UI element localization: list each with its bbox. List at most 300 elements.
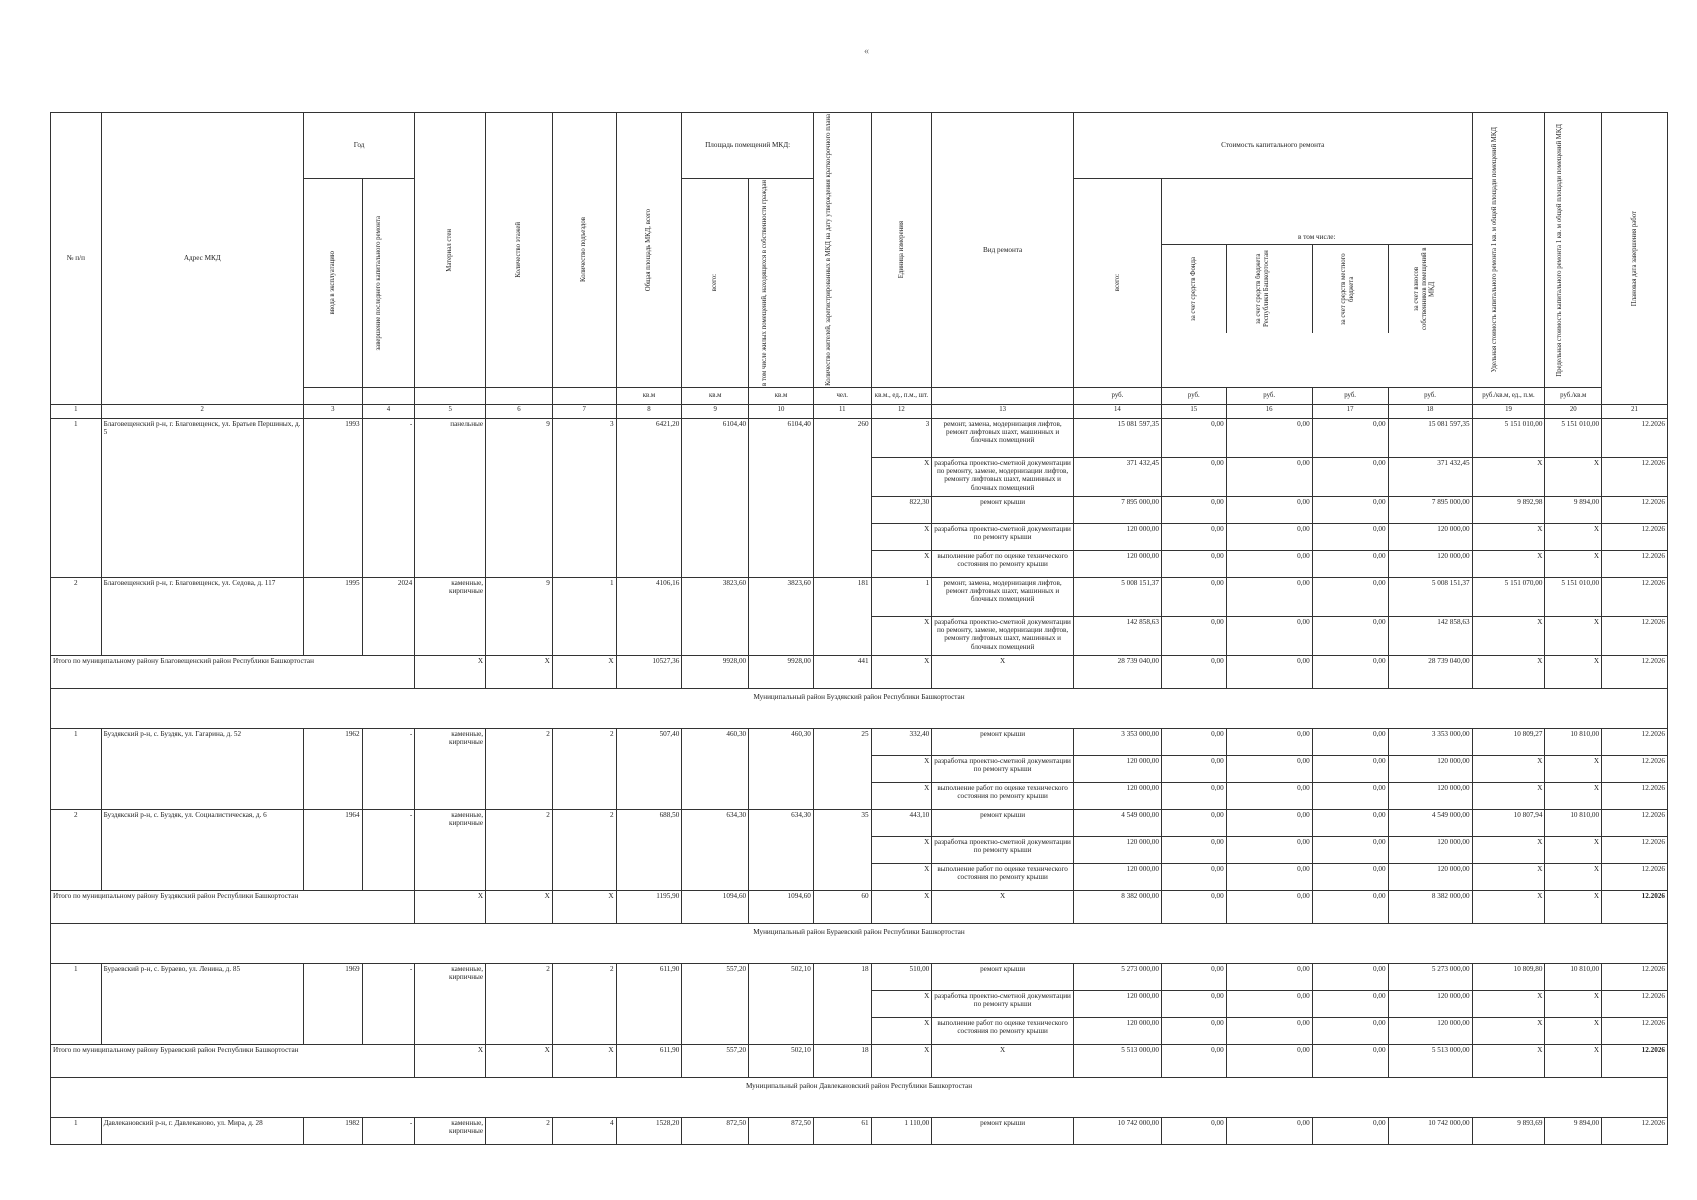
work-unit: X	[871, 990, 932, 1017]
area-premises: 6104,40	[682, 418, 749, 577]
total-area-total: 611,90	[616, 1044, 682, 1077]
col-unit-cost-header: Удельная стоимость капитального ремонта 1 кв. м общей площади помещений МКД	[1472, 113, 1545, 388]
district-heading: Муниципальный район Бураевский район Республики Башкортостан	[51, 923, 1668, 963]
work-type: ремонт крыши	[932, 1117, 1074, 1144]
cost-republic: 0,00	[1226, 577, 1312, 616]
work-unit: X	[871, 616, 932, 655]
unit-cell: кв.м	[749, 387, 814, 404]
plan-date: 12.2026	[1602, 418, 1668, 457]
total-area-premises: 1094,60	[682, 890, 749, 923]
column-index-row	[51, 404, 1668, 418]
total-fund: 0,00	[1161, 655, 1226, 688]
unit-cell: руб.	[1226, 387, 1312, 404]
column-index-cell: 11	[813, 404, 871, 418]
col-plan-date-header: Плановая дата завершения работ	[1602, 113, 1668, 405]
plan-date: 12.2026	[1602, 457, 1668, 496]
total-x: X	[932, 890, 1074, 923]
cost-total: 10 742 000,00	[1073, 1117, 1161, 1144]
column-index-cell: 21	[1602, 404, 1668, 418]
max-cost: X	[1545, 616, 1602, 655]
col-floors-header: Количество этажей	[486, 113, 553, 388]
column-index-cell: 6	[486, 404, 553, 418]
entrances: 2	[552, 963, 616, 1044]
cost-owners: 10 742 000,00	[1388, 1117, 1472, 1144]
col-max-cost-header: Предельная стоимость капитального ремонта 1 кв. м общей площади помещений МКД	[1545, 113, 1602, 388]
work-type: выполнение работ по оценке технического состояния по ремонту крыши	[932, 782, 1074, 809]
wall-material: каменные, кирпичные	[415, 809, 486, 890]
cost-owners: 120 000,00	[1388, 990, 1472, 1017]
plan-date: 12.2026	[1602, 836, 1668, 863]
residents: 260	[813, 418, 871, 577]
cost-fund: 0,00	[1161, 755, 1226, 782]
house-num: 1	[51, 728, 102, 809]
max-cost: X	[1545, 990, 1602, 1017]
floors: 2	[486, 963, 553, 1044]
work-unit: X	[871, 550, 932, 577]
total-cost: 5 513 000,00	[1073, 1044, 1161, 1077]
header-row-1	[51, 113, 1668, 179]
total-x: X	[871, 890, 932, 923]
district-total-row	[51, 890, 1668, 923]
max-cost: X	[1545, 1017, 1602, 1044]
area-total: 507,40	[616, 728, 682, 809]
floors: 2	[486, 728, 553, 809]
district-heading-row	[51, 923, 1668, 963]
max-cost: X	[1545, 550, 1602, 577]
cost-local: 0,00	[1312, 728, 1388, 755]
plan-date: 12.2026	[1602, 809, 1668, 836]
district-total-row	[51, 655, 1668, 688]
plan-date: 12.2026	[1602, 523, 1668, 550]
cost-total: 142 858,63	[1073, 616, 1161, 655]
max-cost: X	[1545, 755, 1602, 782]
col-work-type-header: Вид ремонта	[932, 113, 1074, 388]
total-local: 0,00	[1312, 655, 1388, 688]
area-premises: 557,20	[682, 963, 749, 1044]
max-cost: 9 894,00	[1545, 1117, 1602, 1144]
work-type: ремонт, замена, модернизация лифтов, ремонт лифтовых шахт, машинных и блочных помещений	[932, 418, 1074, 457]
col-cost-group-header: Стоимость капитального ремонта	[1073, 113, 1472, 179]
cost-fund: 0,00	[1161, 963, 1226, 990]
col-total-area-header: Общая площадь МКД, всего	[616, 113, 682, 388]
total-area-residential: 502,10	[749, 1044, 814, 1077]
total-cost: 28 739 040,00	[1073, 655, 1161, 688]
cost-fund: 0,00	[1161, 577, 1226, 616]
total-area-residential: 9928,00	[749, 655, 814, 688]
total-owners: 8 382 000,00	[1388, 890, 1472, 923]
col-year-repair-header: завершение последнего капитального ремонта	[362, 178, 415, 387]
column-index-cell: 12	[871, 404, 932, 418]
plan-date: 12.2026	[1602, 496, 1668, 523]
plan-date: 12.2026	[1602, 577, 1668, 616]
cost-republic: 0,00	[1226, 809, 1312, 836]
work-type: ремонт крыши	[932, 809, 1074, 836]
col-entrances-header: Количество подъездов	[552, 113, 616, 388]
cost-local: 0,00	[1312, 616, 1388, 655]
col-residents-header: Количество жителей, зарегистрированных в МКД на дату утверждения краткосрочного плана	[813, 113, 871, 388]
district-heading: Муниципальный район Буздякский район Республики Башкортостан	[51, 688, 1668, 728]
district-heading: Муниципальный район Давлекановский район Республики Башкортостан	[51, 1077, 1668, 1117]
floors: 2	[486, 1117, 553, 1144]
unit-cell: руб.	[1388, 387, 1472, 404]
cost-fund: 0,00	[1161, 863, 1226, 890]
unit-cost: X	[1472, 755, 1545, 782]
area-residential: 872,50	[749, 1117, 814, 1144]
total-x: X	[415, 1044, 486, 1077]
work-unit: X	[871, 1017, 932, 1044]
column-index-cell: 10	[749, 404, 814, 418]
cost-local: 0,00	[1312, 990, 1388, 1017]
cost-total: 5 273 000,00	[1073, 963, 1161, 990]
unit-cell: кв.м	[616, 387, 682, 404]
column-index-cell: 17	[1312, 404, 1388, 418]
cost-total: 7 895 000,00	[1073, 496, 1161, 523]
col-premises-group-header: Площадь помещений МКД:	[682, 113, 814, 179]
cost-republic: 0,00	[1226, 550, 1312, 577]
cost-owners: 3 353 000,00	[1388, 728, 1472, 755]
work-type: выполнение работ по оценке технического состояния по ремонту крыши	[932, 1017, 1074, 1044]
total-date: 12.2026	[1602, 1044, 1668, 1077]
house-address: Давлекановский р-н, г. Давлеканово, ул. Мира, д. 28	[101, 1117, 303, 1144]
work-type: ремонт крыши	[932, 496, 1074, 523]
col-year-group-header: Год	[303, 113, 414, 179]
cost-republic: 0,00	[1226, 616, 1312, 655]
cost-republic: 0,00	[1226, 782, 1312, 809]
cost-total: 5 008 151,37	[1073, 577, 1161, 616]
residents: 25	[813, 728, 871, 809]
work-unit: 1	[871, 577, 932, 616]
total-x: X	[1545, 655, 1602, 688]
cost-owners: 371 432,45	[1388, 457, 1472, 496]
cost-local: 0,00	[1312, 550, 1388, 577]
cost-local: 0,00	[1312, 836, 1388, 863]
column-index-cell: 2	[101, 404, 303, 418]
unit-cell: кв.м	[682, 387, 749, 404]
total-area-premises: 9928,00	[682, 655, 749, 688]
column-index-cell: 13	[932, 404, 1074, 418]
table-row	[51, 1117, 1668, 1144]
work-type: ремонт крыши	[932, 728, 1074, 755]
unit-cost: X	[1472, 990, 1545, 1017]
total-x: X	[871, 1044, 932, 1077]
work-unit: X	[871, 523, 932, 550]
house-num: 1	[51, 418, 102, 577]
table-row	[51, 809, 1668, 836]
cost-local: 0,00	[1312, 809, 1388, 836]
cost-fund: 0,00	[1161, 1117, 1226, 1144]
district-total-label: Итого по муниципальному району Буздякский район Республики Башкортостан	[51, 890, 415, 923]
work-type: ремонт, замена, модернизация лифтов, ремонт лифтовых шахт, машинных и блочных помещений	[932, 577, 1074, 616]
cost-fund: 0,00	[1161, 1017, 1226, 1044]
house-num: 2	[51, 577, 102, 655]
district-total-label: Итого по муниципальному району Благовещенский район Республики Башкортостан	[51, 655, 415, 688]
unit-cost: 5 151 010,00	[1472, 418, 1545, 457]
work-unit: 1 110,00	[871, 1117, 932, 1144]
plan-date: 12.2026	[1602, 990, 1668, 1017]
unit-cell	[362, 387, 415, 404]
column-index-cell: 15	[1161, 404, 1226, 418]
cost-fund: 0,00	[1161, 457, 1226, 496]
total-x: X	[1545, 1044, 1602, 1077]
work-unit: X	[871, 863, 932, 890]
cost-fund: 0,00	[1161, 523, 1226, 550]
unit-cost: 10 809,27	[1472, 728, 1545, 755]
cost-owners: 4 549 000,00	[1388, 809, 1472, 836]
cost-republic: 0,00	[1226, 457, 1312, 496]
work-unit: X	[871, 836, 932, 863]
table-row	[51, 728, 1668, 755]
cost-local: 0,00	[1312, 577, 1388, 616]
total-fund: 0,00	[1161, 890, 1226, 923]
plan-date: 12.2026	[1602, 963, 1668, 990]
table-body	[51, 418, 1668, 1144]
cost-owners: 5 008 151,37	[1388, 577, 1472, 616]
column-index-cell: 3	[303, 404, 362, 418]
wall-material: панельные	[415, 418, 486, 577]
cost-total: 120 000,00	[1073, 782, 1161, 809]
work-unit: 443,10	[871, 809, 932, 836]
total-cost: 8 382 000,00	[1073, 890, 1161, 923]
unit-cost: 9 893,69	[1472, 1117, 1545, 1144]
column-index-cell: 9	[682, 404, 749, 418]
cost-fund: 0,00	[1161, 728, 1226, 755]
total-area-total: 1195,90	[616, 890, 682, 923]
cost-owners: 120 000,00	[1388, 782, 1472, 809]
total-x: X	[932, 655, 1074, 688]
cost-fund: 0,00	[1161, 836, 1226, 863]
column-index-cell: 18	[1388, 404, 1472, 418]
cost-owners: 5 273 000,00	[1388, 963, 1472, 990]
unit-cell	[415, 387, 486, 404]
cost-republic: 0,00	[1226, 755, 1312, 782]
total-fund: 0,00	[1161, 1044, 1226, 1077]
year-commission: 1982	[303, 1117, 362, 1144]
unit-cost: X	[1472, 1017, 1545, 1044]
work-unit: 822,30	[871, 496, 932, 523]
column-index-cell: 1	[51, 404, 102, 418]
work-type: разработка проектно-сметной документации по ремонту, замене, модернизации лифтов, ремонту лифтовых шахт, машинных и блочных помещений	[932, 616, 1074, 655]
plan-date: 12.2026	[1602, 728, 1668, 755]
max-cost: X	[1545, 457, 1602, 496]
plan-date: 12.2026	[1602, 863, 1668, 890]
house-address: Буздякский р-н, с. Буздяк, ул. Социалистическая, д. 6	[101, 809, 303, 890]
column-index-cell: 14	[1073, 404, 1161, 418]
col-cost-total-header: всего:	[1073, 178, 1161, 387]
area-residential: 460,30	[749, 728, 814, 809]
cost-total: 3 353 000,00	[1073, 728, 1161, 755]
column-index-cell: 4	[362, 404, 415, 418]
residents: 35	[813, 809, 871, 890]
floors: 9	[486, 577, 553, 655]
work-unit: X	[871, 782, 932, 809]
unit-cell: чел.	[813, 387, 871, 404]
column-index-cell: 16	[1226, 404, 1312, 418]
total-x: X	[415, 890, 486, 923]
col-year-commission-header: ввода в эксплуатацию	[303, 178, 362, 387]
cost-local: 0,00	[1312, 782, 1388, 809]
area-premises: 872,50	[682, 1117, 749, 1144]
table-row	[51, 577, 1668, 616]
work-unit: 510,00	[871, 963, 932, 990]
unit-cell	[303, 387, 362, 404]
cost-total: 120 000,00	[1073, 755, 1161, 782]
unit-cost: 9 892,98	[1472, 496, 1545, 523]
work-unit: 332,40	[871, 728, 932, 755]
cost-local: 0,00	[1312, 457, 1388, 496]
work-type: разработка проектно-сметной документации по ремонту крыши	[932, 755, 1074, 782]
unit-cost: X	[1472, 550, 1545, 577]
max-cost: X	[1545, 836, 1602, 863]
total-x: X	[1472, 890, 1545, 923]
total-local: 0,00	[1312, 1044, 1388, 1077]
cost-fund: 0,00	[1161, 809, 1226, 836]
residents: 18	[813, 963, 871, 1044]
floors: 2	[486, 809, 553, 890]
cost-owners: 120 000,00	[1388, 755, 1472, 782]
max-cost: X	[1545, 523, 1602, 550]
max-cost: 10 810,00	[1545, 728, 1602, 755]
unit-cell: руб.	[1312, 387, 1388, 404]
total-area-residential: 1094,60	[749, 890, 814, 923]
area-total: 4106,16	[616, 577, 682, 655]
year-commission: 1969	[303, 963, 362, 1044]
unit-cost: X	[1472, 782, 1545, 809]
year-commission: 1993	[303, 418, 362, 577]
column-index-cell: 7	[552, 404, 616, 418]
cost-fund: 0,00	[1161, 496, 1226, 523]
entrances: 2	[552, 728, 616, 809]
area-residential: 502,10	[749, 963, 814, 1044]
residents: 61	[813, 1117, 871, 1144]
cost-republic: 0,00	[1226, 1117, 1312, 1144]
cost-local: 0,00	[1312, 863, 1388, 890]
entrances: 1	[552, 577, 616, 655]
total-owners: 28 739 040,00	[1388, 655, 1472, 688]
total-owners: 5 513 000,00	[1388, 1044, 1472, 1077]
cost-republic: 0,00	[1226, 990, 1312, 1017]
unit-cost: X	[1472, 457, 1545, 496]
total-x: X	[415, 655, 486, 688]
cost-total: 120 000,00	[1073, 550, 1161, 577]
wall-material: каменные, кирпичные	[415, 577, 486, 655]
max-cost: 10 810,00	[1545, 809, 1602, 836]
cost-total: 120 000,00	[1073, 836, 1161, 863]
column-index-cell: 19	[1472, 404, 1545, 418]
cost-total: 120 000,00	[1073, 990, 1161, 1017]
cost-republic: 0,00	[1226, 418, 1312, 457]
wall-material: каменные, кирпичные	[415, 1117, 486, 1144]
total-x: X	[1472, 1044, 1545, 1077]
cost-owners: 120 000,00	[1388, 836, 1472, 863]
work-unit: X	[871, 755, 932, 782]
col-address-header: Адрес МКД	[101, 113, 303, 405]
unit-cost: 10 809,80	[1472, 963, 1545, 990]
capital-repair-table	[50, 112, 1668, 1145]
area-total: 688,50	[616, 809, 682, 890]
max-cost: X	[1545, 863, 1602, 890]
total-date: 12.2026	[1602, 890, 1668, 923]
total-republic: 0,00	[1226, 1044, 1312, 1077]
area-residential: 3823,60	[749, 577, 814, 655]
cost-local: 0,00	[1312, 1117, 1388, 1144]
max-cost: 5 151 010,00	[1545, 418, 1602, 457]
house-address: Буздякский р-н, с. Буздяк, ул. Гагарина, д. 52	[101, 728, 303, 809]
capital-repair-table-wrapper	[50, 112, 1668, 1145]
cost-total: 120 000,00	[1073, 863, 1161, 890]
area-residential: 6104,40	[749, 418, 814, 577]
cost-local: 0,00	[1312, 1017, 1388, 1044]
cost-total: 15 081 597,35	[1073, 418, 1161, 457]
year-commission: 1995	[303, 577, 362, 655]
cost-owners: 15 081 597,35	[1388, 418, 1472, 457]
house-address: Бураевский р-н, с. Бураево, ул. Ленина, д. 85	[101, 963, 303, 1044]
total-x: X	[871, 655, 932, 688]
total-residents: 441	[813, 655, 871, 688]
year-repair: -	[362, 728, 415, 809]
unit-cell	[486, 387, 553, 404]
unit-cell	[932, 387, 1074, 404]
unit-cost: X	[1472, 863, 1545, 890]
work-type: ремонт крыши	[932, 963, 1074, 990]
cost-owners: 120 000,00	[1388, 523, 1472, 550]
cost-republic: 0,00	[1226, 1017, 1312, 1044]
page-mark: «	[864, 46, 869, 57]
work-type: разработка проектно-сметной документации по ремонту крыши	[932, 523, 1074, 550]
area-premises: 460,30	[682, 728, 749, 809]
total-x: X	[486, 1044, 553, 1077]
col-unit-header: Единица измерения	[871, 113, 932, 388]
column-index-cell: 8	[616, 404, 682, 418]
work-type: разработка проектно-сметной документации по ремонту, замене, модернизации лифтов, ремонту лифтовых шахт, машинных и блочных помещений	[932, 457, 1074, 496]
total-x: X	[552, 890, 616, 923]
cost-owners: 7 895 000,00	[1388, 496, 1472, 523]
cost-local: 0,00	[1312, 963, 1388, 990]
max-cost: 9 894,00	[1545, 496, 1602, 523]
work-unit: X	[871, 457, 932, 496]
house-num: 1	[51, 1117, 102, 1144]
total-residents: 60	[813, 890, 871, 923]
work-type: выполнение работ по оценке технического состояния по ремонту крыши	[932, 550, 1074, 577]
work-type: разработка проектно-сметной документации по ремонту крыши	[932, 990, 1074, 1017]
col-cost-incl-header: в том числе: за счет средств Фонда за счет средств бюджета Республики Башкортостан за счет средств местного бюджета за счет взносов собственников помещений в МКД	[1161, 178, 1472, 387]
cost-owners: 120 000,00	[1388, 1017, 1472, 1044]
work-unit: 3	[871, 418, 932, 457]
cost-local: 0,00	[1312, 496, 1388, 523]
total-x: X	[552, 1044, 616, 1077]
col-wall-header: Материал стен	[415, 113, 486, 388]
floors: 9	[486, 418, 553, 577]
column-index-cell: 20	[1545, 404, 1602, 418]
unit-cell: руб./кв.м	[1545, 387, 1602, 404]
area-total: 6421,20	[616, 418, 682, 577]
unit-cell: руб.	[1161, 387, 1226, 404]
total-date: 12.2026	[1602, 655, 1668, 688]
cost-republic: 0,00	[1226, 728, 1312, 755]
work-type: выполнение работ по оценке технического состояния по ремонту крыши	[932, 863, 1074, 890]
area-premises: 3823,60	[682, 577, 749, 655]
total-x: X	[1472, 655, 1545, 688]
house-address: Благовещенский р-н, г. Благовещенск, ул. Седова, д. 117	[101, 577, 303, 655]
col-num-header: № п/п	[51, 113, 102, 405]
cost-local: 0,00	[1312, 523, 1388, 550]
wall-material: каменные, кирпичные	[415, 963, 486, 1044]
area-residential: 634,30	[749, 809, 814, 890]
total-x: X	[486, 655, 553, 688]
year-repair: 2024	[362, 577, 415, 655]
district-total-label: Итого по муниципальному району Бураевский район Республики Башкортостан	[51, 1044, 415, 1077]
cost-republic: 0,00	[1226, 963, 1312, 990]
unit-cost: 10 807,94	[1472, 809, 1545, 836]
